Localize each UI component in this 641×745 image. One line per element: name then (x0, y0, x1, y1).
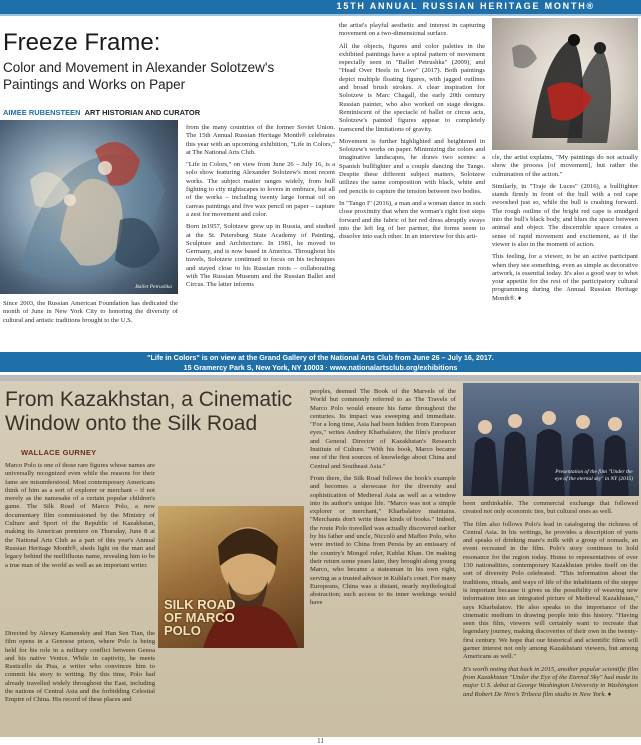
ballet-petrushka-painting (0, 120, 178, 294)
heritage-month-header-bar (0, 0, 641, 14)
top-column-1 (3, 300, 178, 329)
bottom-col1-paragraph-1: Marco Polo is one of those rare figures whose names are universally recognized even while the reasons for their fame are misunderstood. Most contemporary Americans think of him as a sort of explorer or merchant – if not merely as the namesake of a certain popular children's game. The Silk Road of Marco Polo, a new documentary film commissioned by the Ministry of Culture and Sport of the Republic of Kazakhstan, making its American premiere on Thursday, June 8 at the National Arts Club as a part of this year's Annual Russian Heritage Month®, sheds light on the man and legacy behind the mellifluous name, revealing him to be a true man of the world as well as an important writer. (5, 462, 155, 569)
poster-title: SILK ROAD OF MARCO POLO (164, 597, 236, 638)
film-presentation-photo (463, 383, 639, 496)
photo-caption: Presentation of the film "Under the eye of the eternal sky" in NY (2015) (554, 469, 634, 482)
bottom-col2-paragraph-1: peoples, deemed The Book of the Marvels of the World but commonly referred to as The Travels of Marco Polo would ensure his fame throughout the centuries. Its impact was sweeping and immediate. "For a long time, Asia had been hidden from European eyes," writes Andrey Kharbalatov, the film's producer and General Director of Kazakhstan's Research Institute of Culture. "With his book, Marco became one of the first sources of knowledge about China and Central and Southeast Asia." (310, 388, 456, 470)
top-col3-paragraph-4: In "Tango I" (2016), a man and a woman dance in such close proximity that when the woman's right foot steps forward and the fabric of her red dress abruptly sways into the left leg of her partner, the forms seem to dissolve into each other. In an interview for this arti- (339, 199, 485, 241)
kazakhstan-title-line-2: Window onto the Silk Road (5, 412, 258, 435)
top-col1-paragraph: Since 2003, the Russian American Foundation has dedicated the month of June in New York City to honoring the diversity of cultural and artistic traditions brought to the U.S. (3, 300, 178, 324)
heritage-month-header: 15TH ANNUAL RUSSIAN HERITAGE MONTH® (336, 1, 595, 11)
bottom-col2-paragraph-2: From there, the Silk Road follows the book's example and becomes a showcase for the diversity and sophistication of Medieval Asia as well as a window into its author's unique life. "Marco was not a simple explorer or merchant," Kharbalatov maintains. "Merchants don't write these kinds of books." Indeed, the route Polo travelled was actually discovered earlier by his father and uncle, Niccolò and Maffeo Polo, who were invited to China from Persia by an emissary of the country's Mongol ruler, Kublai Khan. On making their return some years later, they brought along young Marco, who became a statesman in his own right, serving as a trusted advisor in Kublai's court. For many Europeans, China was a distant, nearly mythological abstraction; such access to its inner workings would have (310, 474, 456, 607)
exhibition-address: 15 Gramercy Park S, New York, NY 10003 · www.nationalartsclub.org/exhibitions (183, 362, 458, 372)
film-poster (158, 506, 304, 648)
painting-figures (0, 120, 178, 294)
byline (3, 108, 200, 117)
top-col4-paragraph-1: cle, the artist explains, "My paintings do not actually show the process [of movement], but rather the culmination of the action." (492, 154, 638, 178)
top-column-3 (339, 22, 485, 245)
page-number: 11 (317, 737, 324, 745)
bottom-col1-paragraph-2: Directed by Alexey Kamenskiy and Han Sen Tian, the film opens in a Genoese prison, where Polo is being held for his role in a military conflict between Genoa and his native Venice. While in captivity, he meets Rusticello da Pisa, a writer who convinces him to commit his story to writing. By this time, Polo had already travelled widely throughout the East, including the nations of Central Asia and the forbidding Celestial Empire of China. His record of these places and (5, 630, 155, 704)
bottom-column-3 (463, 500, 638, 703)
author-name: AIMEE RUBENSTEEN (3, 108, 81, 117)
exhibition-info-bar (0, 352, 641, 372)
top-col4-paragraph-3: This feeling, for a viewer, to be an active participant when they see something, even as simple as decorative artwork, is essential today. It's also a good way to whet your appetite for the rest of the participatory cultural programming during the Annual Russian Heritage Month®. ♦ (492, 253, 638, 302)
exhibition-dates: "Life in Colors" is on view at the Grand Gallery of the National Arts Club from June 26 – July 16, 2017. (147, 353, 494, 362)
top-col2-paragraph-1: from the many countries of the former Soviet Union. The 15th Annual Russian Heritage Month® celebrates this year with an upcoming exhibition, "Life in Colors," at The National Arts Club. (186, 124, 335, 156)
painting-signature: Ballet Petrushka (135, 284, 172, 290)
top-column-4 (492, 154, 638, 307)
tango-figures (492, 18, 638, 150)
top-col3-paragraph-2: All the objects, figures and color palettes in the exhibited paintings have a spiral pattern of movement especially seen in "Ballet Petrushka" (2009), and "Head Over Heels in Love" (2017). Both paintings depict multiple floating figures, with jagged outlines and broad brush strokes. A clear inspiration for Solotzew is Marc Chagall, the early 20th century Russian painter, who also worked on stage designs. Reminiscent of the spectacle of ballet or circus acts, Solotzew's painted figures appear to completely transcend the limitations of gravity. (339, 42, 485, 133)
kazakhstan-byline: WALLACE GURNEY (21, 448, 97, 457)
bottom-col3-paragraph-2: The film also follows Polo's lead in cataloguing the richness of Central Asia. In his writings, he provides a description of yurts and speaks of drinking mare's milk with a group of nomads, an event recreated in the film. Polo's story continues to hold resonance for the region today. Home to representatives of over 130 nationalities, contemporary Kazakhstan prides itself on the sort of diversity Polo celebrated. "This information about the traditions, rituals, and ways of life of the inhabitants of the steppe is important because it gives us the possibility of weaving new information into an integrated picture of Medieval Kazakhstan," says Kharbalatov. He also speaks to the importance of the cinematic medium in drawing people into this history. "Having seen this film, viewers will certainly want to recreate that legendary journey, making discoveries of their own in the twenty-first century. We hope that our historical and scientific films will garner interest not only among Kazakhstani viewers, but among Americans as well." (463, 520, 638, 661)
author-role: ART HISTORIAN AND CURATOR (84, 108, 201, 117)
article-title (3, 30, 363, 93)
top-col2-paragraph-2: "Life in Colors," on view from June 26 – July 16, is a solo show featuring Alexander Solotzew's most recent works. The subject matter ranges widely, from bull fighting to city nightscapes to lovers in embrace, but all of the works – including twenty large format oil on canvas paintings and five wax pencil on paper – capture a zest for movement and color. (186, 161, 335, 218)
bottom-col3-paragraph-1: been unthinkable. The commercial exchange that followed created not only economic ties, but cultural ones as well. (463, 500, 638, 516)
title-line-1: Freeze Frame: (3, 29, 161, 56)
kazakhstan-title (5, 388, 320, 436)
header-rule (0, 14, 641, 16)
tango-painting (492, 18, 638, 150)
top-col4-paragraph-2: Similarly, in "Traje de Luces" (2016), a bullfighter stands firmly in front of the bull with a red cape swooshed just so, while the bull is crashing forward. The rough outline of the bright red cape is smudged into the bull's black body, and blurs the space between animal and object. The discernible space creates a sense of rapid movement and excitement, as if the viewer is also in the moment of action. (492, 182, 638, 248)
top-column-2 (186, 124, 335, 294)
bottom-column-2 (310, 388, 456, 612)
top-col2-paragraph-3: Born in1957, Solotzew grew up in Russia, and studied at the St. Petersburg State Academy of Painting, Sculpture and Architecture. In 1981, he moved to Germany, and is now based in America. Throughout his travels, Solotzew continued to focus on his techniques and stayed close to his Russian roots – collaborating with The Russian Museum and the Russian Ballet and Circus. The latter informs (186, 223, 335, 289)
top-col3-paragraph-1: the artist's playful aesthetic and interest in capturing movement on a two-dimensional surface. (339, 22, 485, 38)
kazakhstan-title-line-1: From Kazakhstan, a Cinematic (5, 388, 293, 411)
bottom-col3-paragraph-3: It's worth noting that back in 2015, another popular scientific film from Kazakhstan "Under the Eye of the Eternal Sky" had made its major U.S. debut at George Washington University in Washington and Robert De Niro's Tribeca film studio in New York. ♦ (463, 665, 638, 698)
top-col3-paragraph-3: Movement is further highlighted and heightened in Solotzew's works on paper. Minimizing the colors and imaginative landscapes, he draws two scenes: a Spanish bullfighter and a couple dancing the Tango. Despite these different subject matters, Solotzew utilizes the same composition with black, white and red pencils to capture the tension between two bodies. (339, 137, 485, 195)
title-line-3: Paintings and Works on Paper (3, 77, 186, 92)
bottom-column-1 (5, 462, 155, 574)
title-line-2: Color and Movement in Alexander Solotzew's (3, 60, 275, 75)
